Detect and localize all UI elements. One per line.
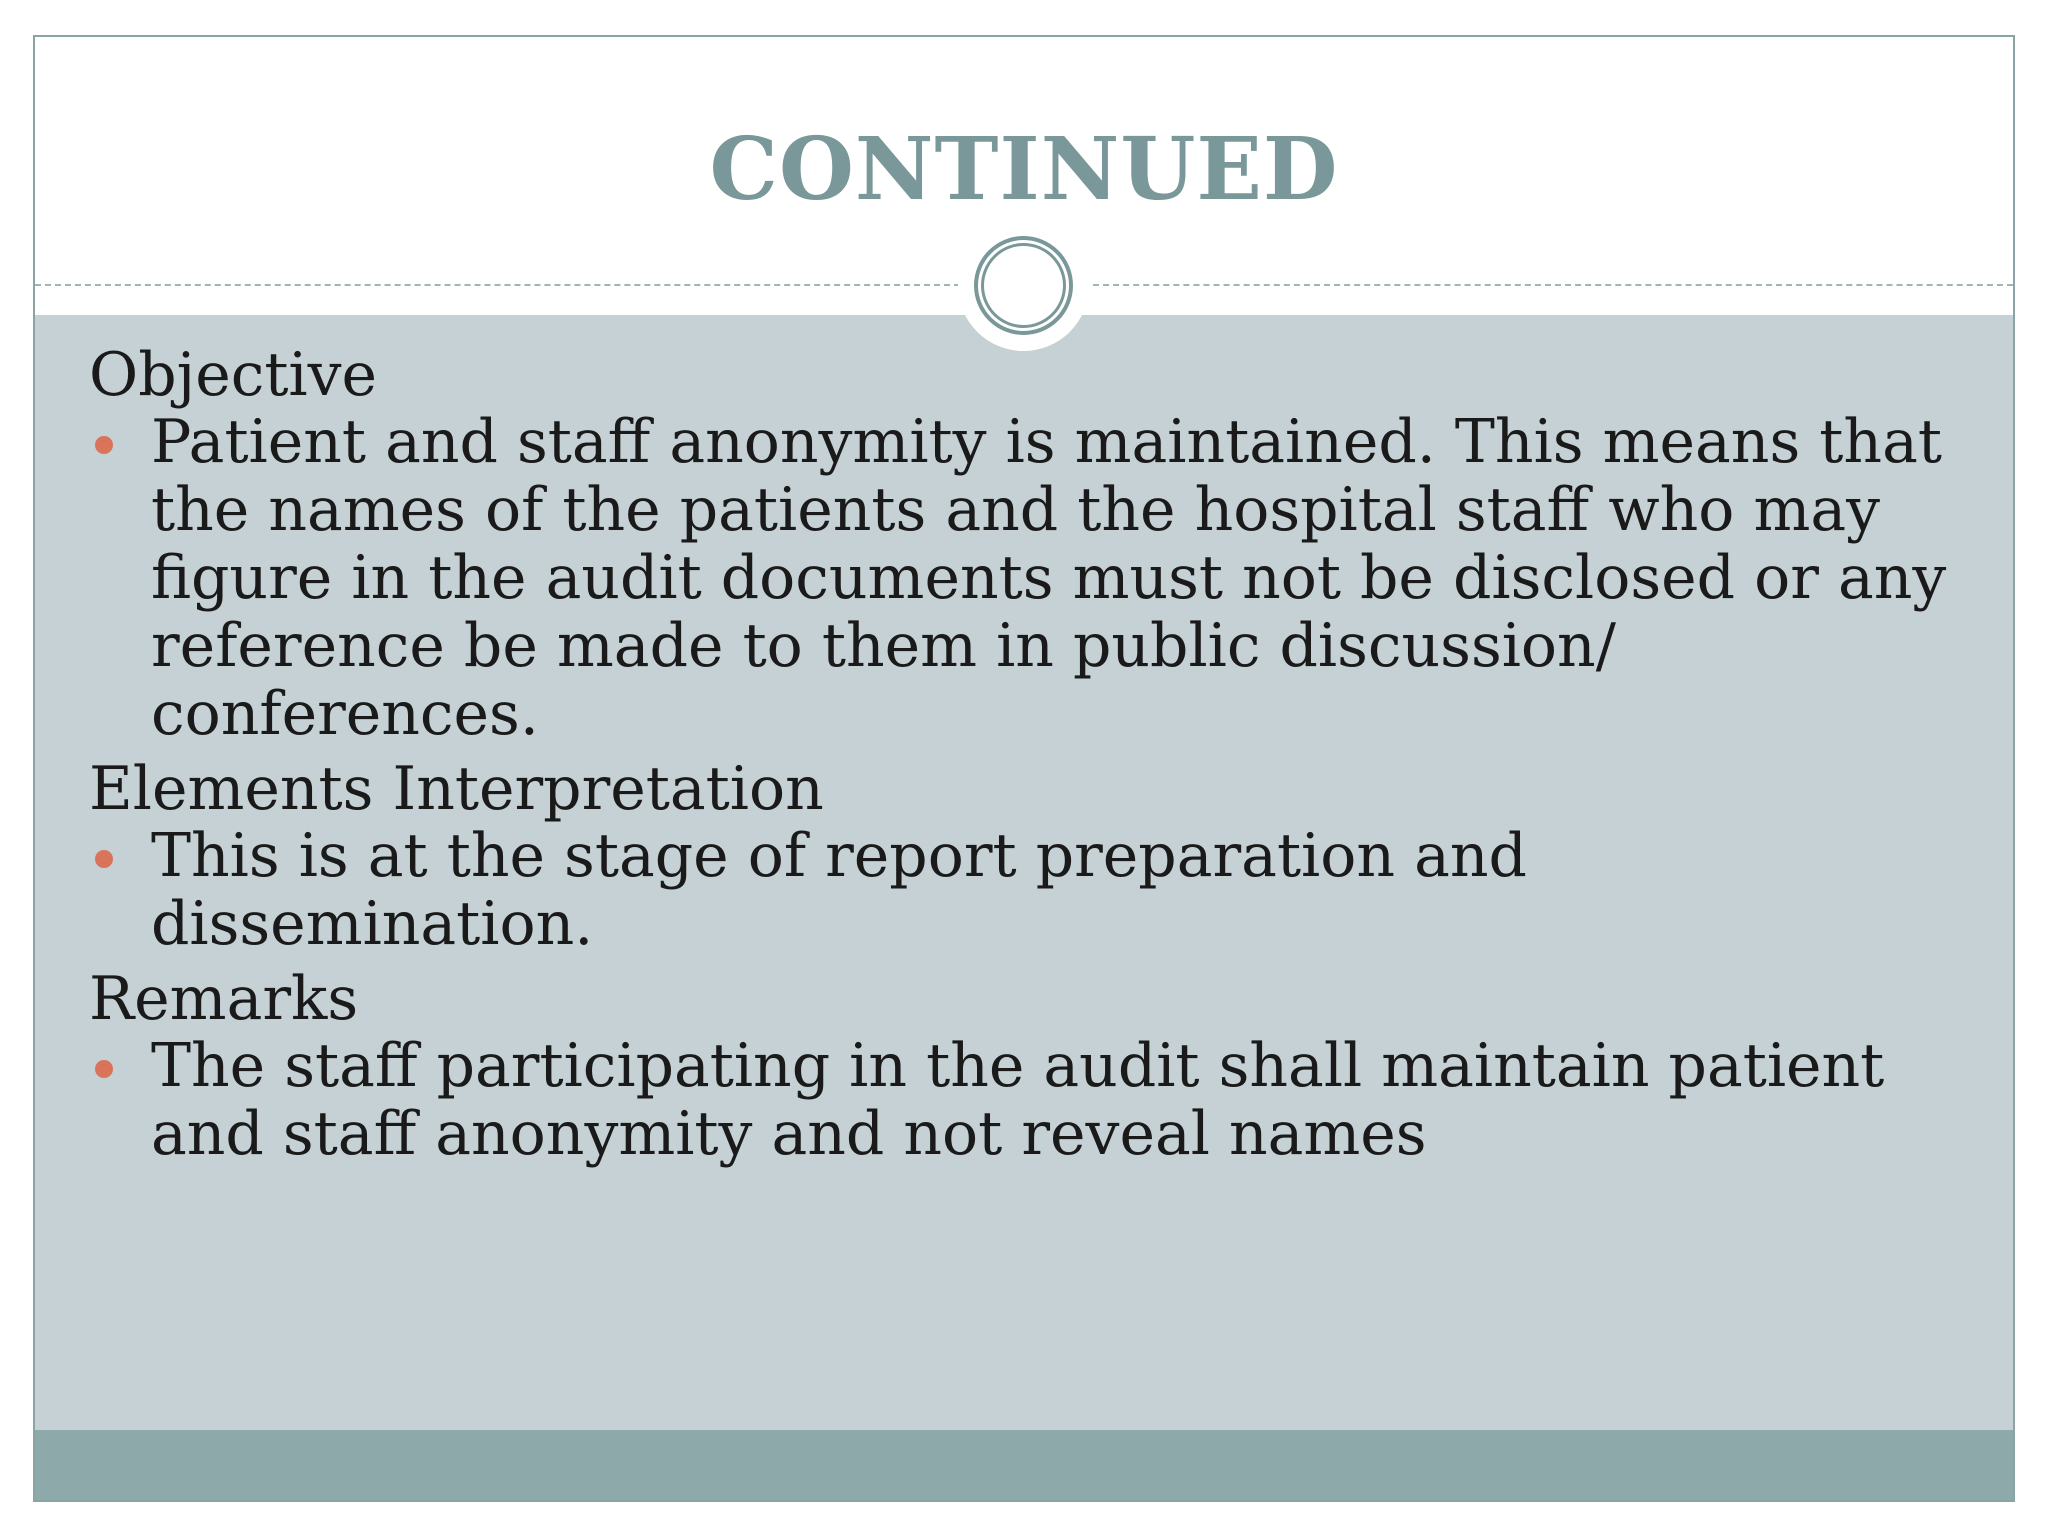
footer-bar xyxy=(35,1430,2013,1500)
section-heading-objective: Objective xyxy=(89,340,378,410)
bullet-icon xyxy=(95,1060,113,1078)
title-divider-left xyxy=(35,284,960,286)
bullet-text: The staff participating in the audit shall maintain patient and staff anonymity and not reveal names xyxy=(151,1031,1885,1169)
slide xyxy=(33,35,2015,1502)
bullet-item xyxy=(89,408,1979,748)
section-heading-remarks: Remarks xyxy=(89,964,359,1034)
section-heading-elements-interpretation: Elements Interpretation xyxy=(89,754,824,824)
bullet-item xyxy=(89,1032,1979,1168)
title-divider-right xyxy=(1093,284,2013,286)
bullet-text: Patient and staff anonymity is maintained. This means that the names of the patients and the hospital staff who may figure in the audit documents must not be disclosed or any reference be made to them in public discussion/ conferences. xyxy=(151,407,1947,749)
slide-title: CONTINUED xyxy=(709,119,1339,220)
divider-circle-inner-icon xyxy=(981,243,1066,328)
slide-body xyxy=(89,342,1979,1168)
bullet-icon xyxy=(95,850,113,868)
bullet-text: This is at the stage of report preparation and dissemination. xyxy=(151,821,1527,959)
bullet-item xyxy=(89,822,1979,958)
bullet-icon xyxy=(95,436,113,454)
